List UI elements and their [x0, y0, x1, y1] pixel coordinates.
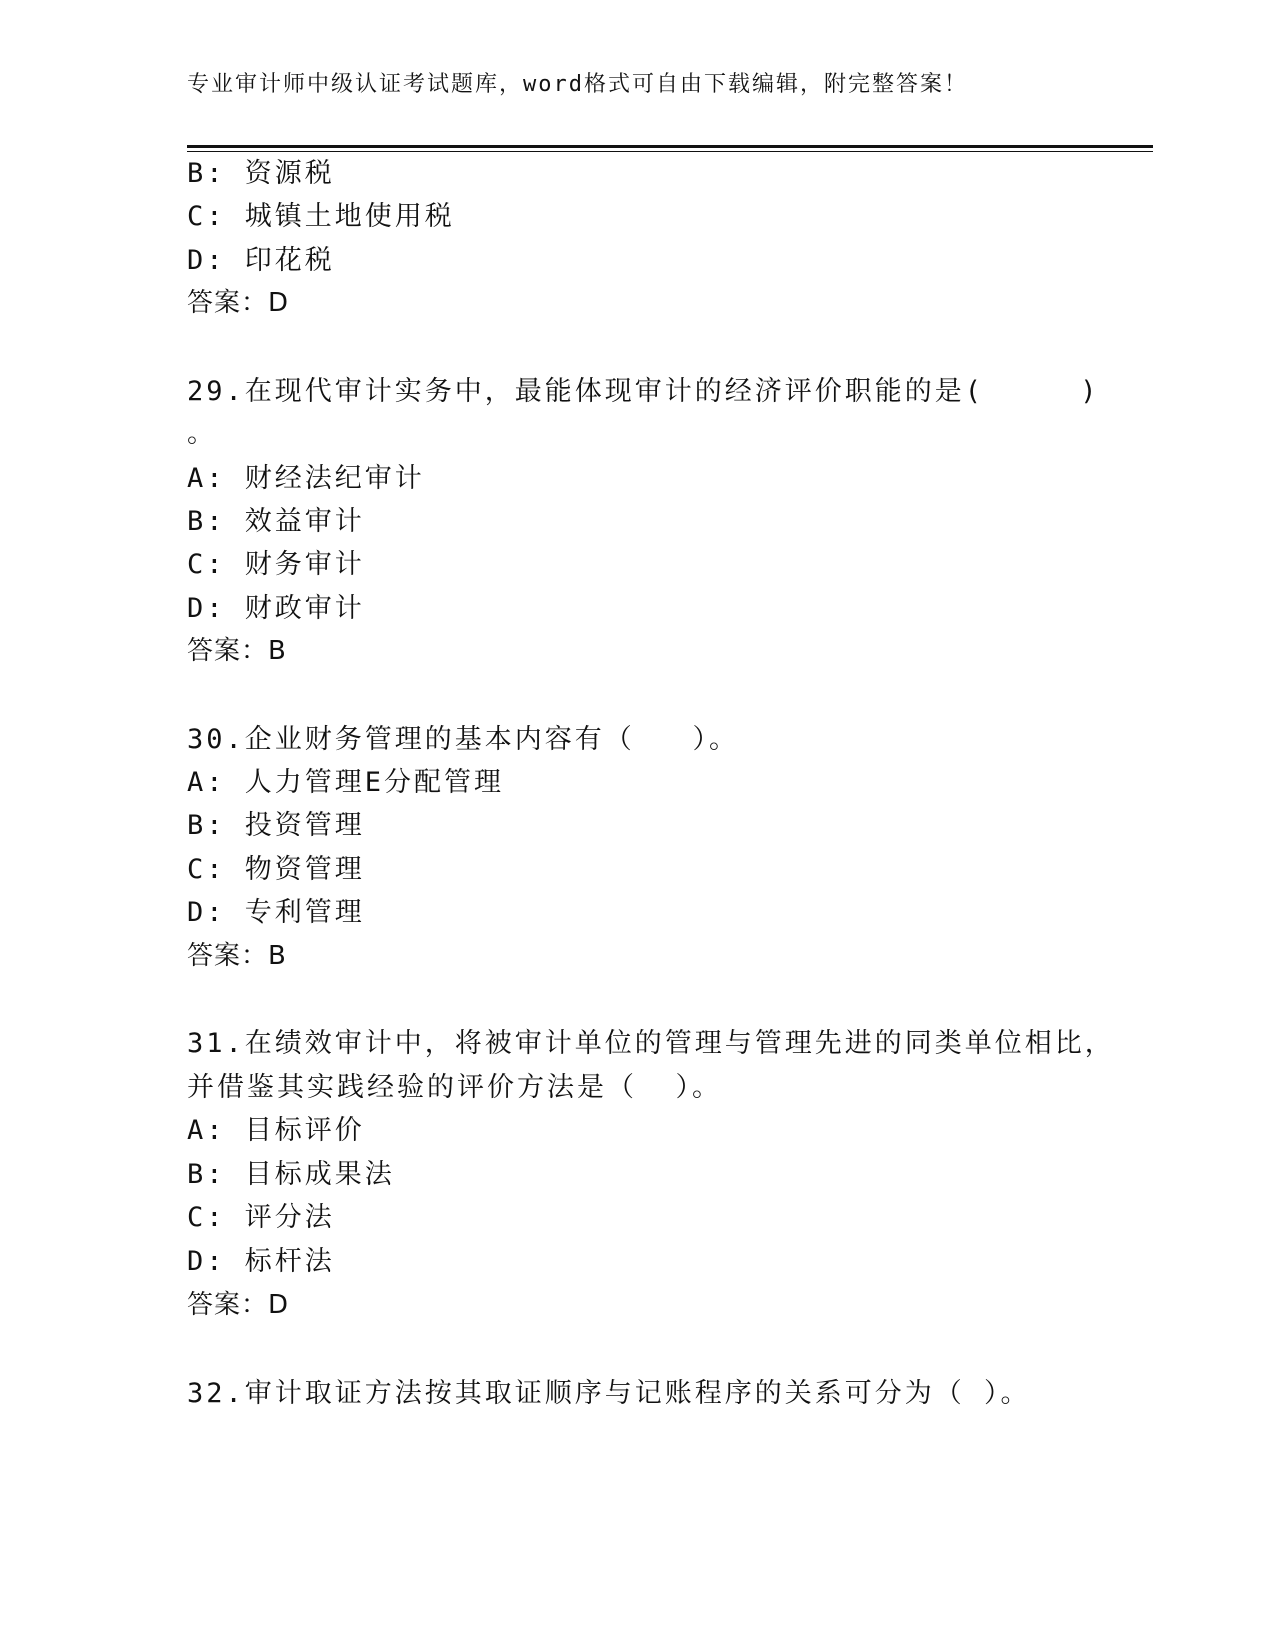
option-a: A: 目标评价	[187, 1115, 365, 1146]
option-b: B: 投资管理	[187, 810, 365, 841]
header-rule-thin	[187, 151, 1153, 152]
option-d: D: 财政审计	[187, 593, 365, 624]
header-rule-thick	[187, 145, 1153, 148]
option-c: C: 城镇土地使用税	[187, 201, 455, 232]
answer: 答案：D	[187, 288, 290, 318]
option-d: D: 印花税	[187, 245, 335, 276]
page-header: 专业审计师中级认证考试题库，word格式可自由下载编辑，附完整答案！	[187, 72, 968, 97]
option-c: C: 财务审计	[187, 549, 365, 580]
option-a: A: 人力管理E分配管理	[187, 767, 505, 798]
question-30-text: 30.企业财务管理的基本内容有（ ）。	[187, 724, 740, 755]
question-32-text: 32.审计取证方法按其取证顺序与记账程序的关系可分为（ ）。	[187, 1378, 1031, 1409]
option-b: B: 资源税	[187, 158, 335, 189]
answer: 答案：B	[187, 941, 287, 971]
answer: 答案：D	[187, 1290, 290, 1320]
answer: 答案：B	[187, 636, 287, 666]
option-a: A: 财经法纪审计	[187, 463, 425, 494]
option-c: C: 评分法	[187, 1202, 335, 1233]
question-31-text-cont: 并借鉴其实践经验的评价方法是（ ）。	[187, 1072, 723, 1103]
option-b: B: 目标成果法	[187, 1159, 395, 1190]
question-31-text: 31.在绩效审计中，将被审计单位的管理与管理先进的同类单位相比，	[187, 1028, 1115, 1059]
option-d: D: 标杆法	[187, 1246, 335, 1277]
option-c: C: 物资管理	[187, 854, 365, 885]
question-29-text-cont: 。	[187, 418, 217, 449]
question-29-text: 29.在现代审计实务中，最能体现审计的经济评价职能的是( )	[187, 376, 1100, 407]
option-d: D: 专利管理	[187, 897, 365, 928]
option-b: B: 效益审计	[187, 506, 365, 537]
